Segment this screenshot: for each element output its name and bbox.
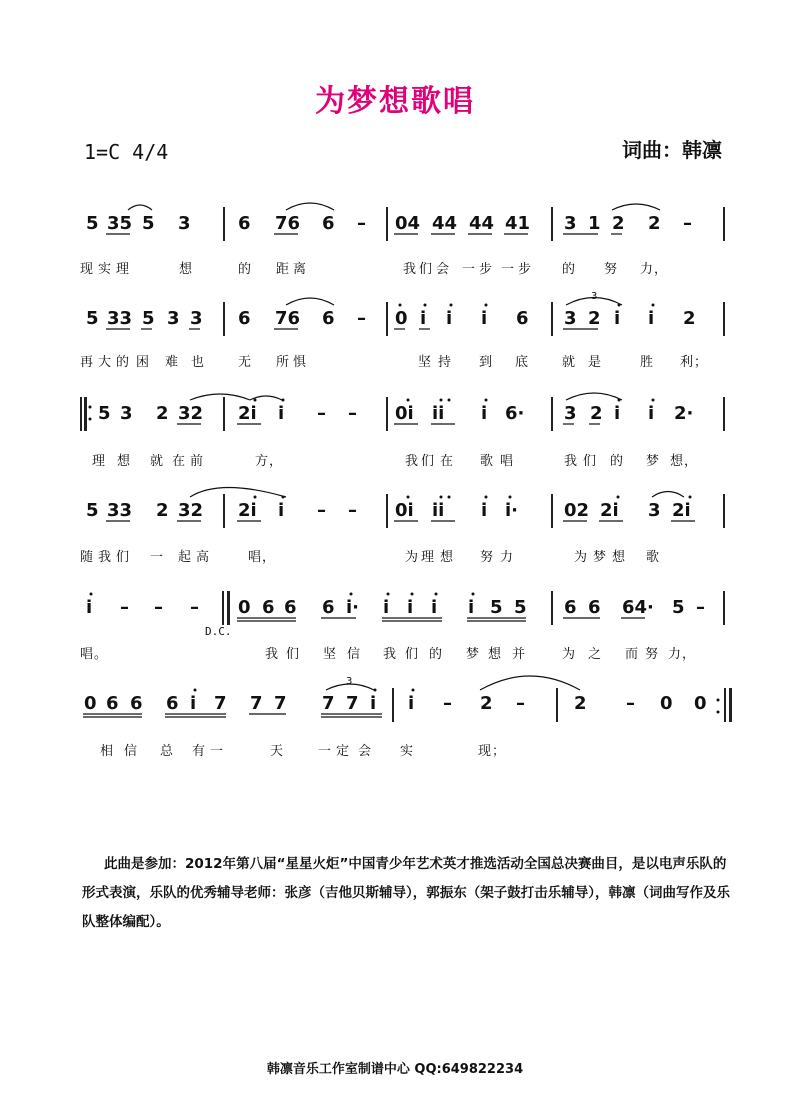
note: 5 bbox=[86, 308, 99, 329]
lyric: 现； bbox=[478, 744, 507, 759]
note: 0i bbox=[395, 403, 414, 424]
note: 6 bbox=[262, 597, 275, 618]
lyric: 再 bbox=[80, 355, 95, 370]
note: 33 bbox=[107, 500, 133, 521]
lyric: 努 bbox=[604, 262, 619, 277]
note: – bbox=[696, 597, 705, 618]
lyric: 努 bbox=[480, 550, 495, 565]
note: – bbox=[190, 597, 199, 618]
note: 2 bbox=[648, 213, 661, 234]
lyric: 有 bbox=[192, 744, 207, 759]
lyric: 实 bbox=[98, 262, 113, 277]
lyric: 的 bbox=[238, 262, 253, 277]
note: 7 bbox=[346, 693, 359, 714]
note: i bbox=[431, 597, 438, 618]
note: 02 bbox=[564, 500, 590, 521]
lyric: 为 bbox=[405, 550, 420, 565]
lyric: 唱， bbox=[248, 550, 277, 565]
note: i bbox=[86, 597, 93, 618]
lyric: 相 bbox=[100, 744, 115, 759]
lyric: 我 bbox=[405, 454, 420, 469]
lyric: 们 bbox=[116, 550, 131, 565]
note: 7 bbox=[250, 693, 263, 714]
note: 5 bbox=[98, 403, 111, 424]
lyric: 到 bbox=[479, 355, 494, 370]
lyric: 梦 bbox=[466, 647, 481, 662]
lyric: 我 bbox=[98, 550, 113, 565]
lyric: 就 bbox=[562, 355, 577, 370]
lyric: 底 bbox=[515, 355, 530, 370]
lyric: 随 bbox=[80, 550, 95, 565]
note: 7 bbox=[214, 693, 227, 714]
lyric: 歌 bbox=[646, 550, 661, 565]
note: i bbox=[614, 308, 621, 329]
note: i bbox=[481, 308, 488, 329]
composer-credit: 词曲：韩凛 bbox=[622, 138, 722, 162]
note: 41 bbox=[505, 213, 531, 234]
lyric: 距 bbox=[276, 262, 291, 277]
note: 3 bbox=[178, 213, 191, 234]
lyric: 们 bbox=[583, 454, 598, 469]
note: 5 bbox=[142, 213, 155, 234]
note: i bbox=[614, 403, 621, 424]
lyric: 而 bbox=[625, 647, 640, 662]
lyric: 离 bbox=[293, 262, 308, 277]
note: 76 bbox=[275, 213, 301, 234]
note: – bbox=[317, 500, 326, 521]
lyric: 信 bbox=[124, 744, 139, 759]
lyric: 为 bbox=[562, 647, 577, 662]
note: i bbox=[383, 597, 390, 618]
lyric: 的 bbox=[429, 647, 444, 662]
lyric: 我 bbox=[265, 647, 280, 662]
page-title: 为梦想歌唱 bbox=[315, 84, 475, 119]
lyric: 想 bbox=[488, 647, 503, 662]
note: 2· bbox=[674, 403, 694, 424]
note: – bbox=[154, 597, 163, 618]
lyric: 一 bbox=[462, 262, 477, 277]
lyric: 我 bbox=[403, 262, 418, 277]
note: i bbox=[407, 597, 414, 618]
lyric: 梦 bbox=[593, 550, 608, 565]
lyric: 是 bbox=[588, 355, 603, 370]
key-signature: 1=C 4/4 bbox=[84, 140, 169, 164]
note: 0 bbox=[660, 693, 673, 714]
note: 5 bbox=[672, 597, 685, 618]
note: – bbox=[357, 213, 366, 234]
lyric: 在 bbox=[440, 454, 455, 469]
note: 44 bbox=[432, 213, 458, 234]
lyric: 大 bbox=[98, 355, 113, 370]
note: i bbox=[648, 308, 655, 329]
dc-mark: D.C. bbox=[205, 625, 232, 638]
note: 33 bbox=[107, 308, 133, 329]
note: 0 bbox=[395, 308, 408, 329]
lyric: 会 bbox=[358, 744, 373, 759]
note: – bbox=[443, 693, 452, 714]
note: 6 bbox=[130, 693, 143, 714]
note: 3 bbox=[564, 213, 577, 234]
lyric: 梦 bbox=[646, 454, 661, 469]
note: i bbox=[408, 693, 415, 714]
lyric: 起 bbox=[178, 550, 193, 565]
lyric: 定 bbox=[336, 744, 351, 759]
note: ii bbox=[432, 403, 445, 424]
lyric: 想， bbox=[670, 454, 699, 469]
note: 0 bbox=[694, 693, 707, 714]
lyric: 步 bbox=[518, 262, 533, 277]
lyric: 力， bbox=[668, 647, 697, 662]
note: 5 bbox=[514, 597, 527, 618]
lyric: 前 bbox=[190, 454, 205, 469]
lyric: 理 bbox=[116, 262, 131, 277]
lyric: 持 bbox=[438, 355, 453, 370]
lyric: 惧 bbox=[293, 355, 308, 370]
lyric: 们 bbox=[419, 262, 434, 277]
lyric: 的 bbox=[610, 454, 625, 469]
note: 3 bbox=[167, 308, 180, 329]
note: 2 bbox=[683, 308, 696, 329]
note: 2 bbox=[574, 693, 587, 714]
note: 0 bbox=[238, 597, 251, 618]
lyric: 力 bbox=[500, 550, 515, 565]
lyric: 的 bbox=[562, 262, 577, 277]
note: 35 bbox=[107, 213, 133, 234]
note: 3 bbox=[120, 403, 133, 424]
lyric: 胜 bbox=[640, 355, 655, 370]
lyric: 们 bbox=[286, 647, 301, 662]
note: 6 bbox=[166, 693, 179, 714]
lyric: 理 bbox=[92, 454, 107, 469]
lyric: 步 bbox=[479, 262, 494, 277]
note: 6 bbox=[322, 308, 335, 329]
note: 2 bbox=[588, 308, 601, 329]
note: i bbox=[481, 403, 488, 424]
note: 2i bbox=[238, 403, 257, 424]
lyric: 的 bbox=[116, 355, 131, 370]
note: 2i bbox=[238, 500, 257, 521]
note: – bbox=[626, 693, 635, 714]
lyric: 为 bbox=[574, 550, 589, 565]
lyric: 总 bbox=[160, 744, 175, 759]
lyric: 就 bbox=[150, 454, 165, 469]
note: 2 bbox=[156, 500, 169, 521]
note: 32 bbox=[178, 403, 204, 424]
lyric: 们 bbox=[421, 454, 436, 469]
note: 6 bbox=[238, 213, 251, 234]
note: 6 bbox=[588, 597, 601, 618]
note: 3 bbox=[564, 403, 577, 424]
note: i bbox=[446, 308, 453, 329]
note: 0i bbox=[395, 500, 414, 521]
note: 2 bbox=[612, 213, 625, 234]
lyric: 坚 bbox=[418, 355, 433, 370]
lyric: 想 bbox=[440, 550, 455, 565]
note: – bbox=[683, 213, 692, 234]
song-notes: 此曲是参加：2012年第八届“星星火炬”中国青少年艺术英才推选活动全国总决赛曲目，是以电声乐队的形式表演，乐队的优秀辅导老师：张彦（吉他贝斯辅导），郭振东（架子鼓打击乐辅导），韩凛（词曲写作及乐队整体编配）。 bbox=[82, 856, 730, 930]
note: – bbox=[348, 403, 357, 424]
note: 2i bbox=[672, 500, 691, 521]
lyric: 力， bbox=[640, 262, 669, 277]
note: i bbox=[648, 403, 655, 424]
lyric: 实 bbox=[400, 744, 415, 759]
note: 6 bbox=[284, 597, 297, 618]
lyric: 一 bbox=[318, 744, 333, 759]
lyric: 我 bbox=[564, 454, 579, 469]
note: 6 bbox=[238, 308, 251, 329]
note: i bbox=[190, 693, 197, 714]
lyric: 歌 bbox=[480, 454, 495, 469]
note: i bbox=[370, 693, 377, 714]
lyric: 一 bbox=[210, 744, 225, 759]
note: – bbox=[516, 693, 525, 714]
triplet-mark: 3 bbox=[591, 291, 598, 302]
lyric: 利； bbox=[680, 355, 709, 370]
note: i bbox=[481, 500, 488, 521]
note: – bbox=[317, 403, 326, 424]
lyric: 想 bbox=[612, 550, 627, 565]
lyric: 理 bbox=[421, 550, 436, 565]
note: 64· bbox=[622, 597, 654, 618]
lyric: 唱 bbox=[500, 454, 515, 469]
lyric: 之 bbox=[588, 647, 603, 662]
lyric: 所 bbox=[276, 355, 291, 370]
note: – bbox=[357, 308, 366, 329]
lyric: 方， bbox=[255, 454, 284, 469]
note: 32 bbox=[178, 500, 204, 521]
note: 2i bbox=[600, 500, 619, 521]
note: 7 bbox=[274, 693, 287, 714]
lyric: 无 bbox=[238, 355, 253, 370]
note: 5 bbox=[142, 308, 155, 329]
note: i· bbox=[346, 597, 360, 618]
lyric: 信 bbox=[347, 647, 362, 662]
note: 3 bbox=[564, 308, 577, 329]
lyric: 现 bbox=[80, 262, 95, 277]
note: 6 bbox=[322, 213, 335, 234]
note: i· bbox=[505, 500, 519, 521]
lyric: 努 bbox=[645, 647, 660, 662]
note: 3 bbox=[190, 308, 203, 329]
note: 2 bbox=[590, 403, 603, 424]
triplet-mark: 3 bbox=[346, 676, 353, 687]
note: 76 bbox=[275, 308, 301, 329]
note: i bbox=[468, 597, 475, 618]
lyric: 天 bbox=[270, 744, 285, 759]
lyric: 我 bbox=[383, 647, 398, 662]
note: 6· bbox=[505, 403, 525, 424]
note: 6 bbox=[106, 693, 119, 714]
note: i bbox=[420, 308, 427, 329]
note: 6 bbox=[516, 308, 529, 329]
lyric: 想 bbox=[117, 454, 132, 469]
footer-credit: 韩凛音乐工作室制谱中心 QQ:649822234 bbox=[266, 1062, 524, 1077]
note: 6 bbox=[322, 597, 335, 618]
lyric: 难 bbox=[165, 355, 180, 370]
lyric: 困 bbox=[136, 355, 151, 370]
note: i bbox=[278, 403, 285, 424]
note: 0 bbox=[84, 693, 97, 714]
note: ii bbox=[432, 500, 445, 521]
lyric: 们 bbox=[405, 647, 420, 662]
lyric: 也 bbox=[191, 355, 206, 370]
lyric: 想 bbox=[179, 262, 194, 277]
note: 1 bbox=[588, 213, 601, 234]
lyric: 在 bbox=[172, 454, 187, 469]
note: 04 bbox=[395, 213, 421, 234]
lyric: 高 bbox=[196, 550, 211, 565]
note: 5 bbox=[86, 213, 99, 234]
note: 2 bbox=[156, 403, 169, 424]
lyric: 会 bbox=[436, 262, 451, 277]
lyric: 坚 bbox=[323, 647, 338, 662]
lyric: 唱。 bbox=[80, 647, 109, 662]
note: 6 bbox=[564, 597, 577, 618]
lyric: 并 bbox=[512, 647, 527, 662]
note: 5 bbox=[86, 500, 99, 521]
note: 3 bbox=[648, 500, 661, 521]
lyric: 一 bbox=[150, 550, 165, 565]
note: 7 bbox=[322, 693, 335, 714]
note: – bbox=[120, 597, 129, 618]
note: 2 bbox=[480, 693, 493, 714]
note: 44 bbox=[469, 213, 495, 234]
note: – bbox=[348, 500, 357, 521]
note: 5 bbox=[490, 597, 503, 618]
lyric: 一 bbox=[501, 262, 516, 277]
note: i bbox=[278, 500, 285, 521]
